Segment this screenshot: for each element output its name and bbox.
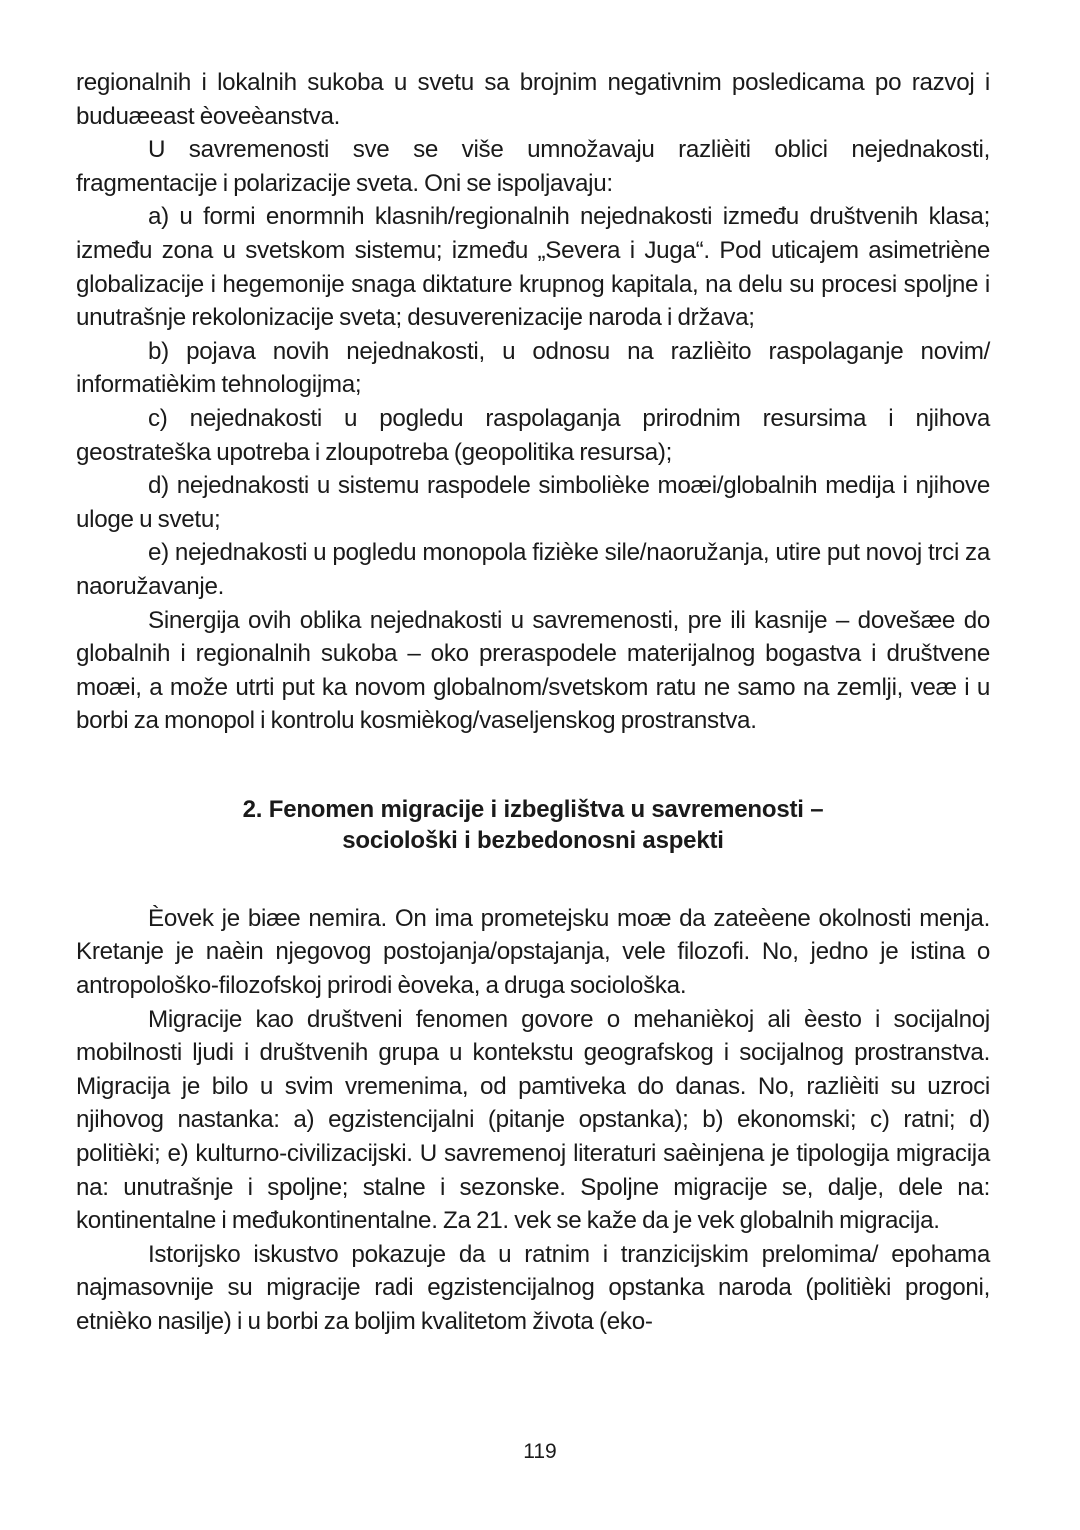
list-item-d: d) nejednakosti u sistemu raspodele simbolièke moæi/globalnih medija i njihove uloge u svetu;	[76, 472, 990, 533]
list-item-a: a) u formi enormnih klasnih/regionalnih nejednakosti između društvenih klasa; između zona u svetskom sistemu; između „Severa i Juga“. Pod uticajem asimetriène globalizacije i hegemonije snaga diktature krupnog kapitala, na delu su procesi spoljne i unutrašnje rekolonizacije sveta; desuverenizacije naroda i država;	[76, 203, 990, 332]
list-item-e: e) nejednakosti u pogledu monopola fizièke sile/naoružanja, utire put novoj trci za naoružavanje.	[76, 539, 990, 600]
section-heading-line-1: 2. Fenomen migracije i izbeglištva u savremenosti –	[242, 795, 824, 823]
section-heading-line-2: sociološki i bezbedonosni aspekti	[342, 826, 724, 854]
paragraph-historical-experience: Istorijsko iskustvo pokazuje da u ratnim i tranzicijskim prelomima/ epohama najmasovnije su migracije radi egzistencijalnog opstanka naroda (politièki progoni, etnièko nasilje) i u borbi za boljim kvalitetom života (eko-	[76, 1240, 990, 1335]
paragraph-migration-types: Migracije kao društveni fenomen govore o mehanièkoj ali èesto i socijalnoj mobilnosti ljudi i društvenih grupa u kontekstu geografskog i socijalnog prostranstva. Migracija je bilo u svim vremenima, od pamtiveka do danas. No, razlièiti su uzroci njihovog nastanka: a) egzistencijalni (pitanje opstanka); b) ekonomski; c) ratni; d) politièki; e) kulturno-civilizacijski. U savremenoj literaturi saèinjena je tipologija migracija na: unutrašnje i spoljne; stalne i sezonske. Spoljne migracije se, dalje, dele na: kontinentalne i međukontinentalne. Za 21. vek se kaže da je vek globalnih migracija.	[76, 1005, 990, 1235]
paragraph-synergy: Sinergija ovih oblika nejednakosti u savremenosti, pre ili kasnije – dovešæe do globalnih i regionalnih sukoba – oko preraspodele materijalnog bogastva i društvene moæi, a može utrti put ka novom globalnom/svetskom ratu ne samo na zemlji, veæ i u borbi za monopol i kontrolu kosmièkog/vaseljenskog prostranstva.	[76, 606, 990, 735]
page-number: 119	[523, 1440, 557, 1463]
section-heading	[76, 794, 990, 856]
paragraph-human-restless: Èovek je biæe nemira. On ima prometejsku moæ da zateèene okolnosti menja. Kretanje je naèin njegovog postojanja/opstajanja, vele filozofi. No, jedno je istina o antropološko-filozofskoj prirodi èoveka, a druga sociološka.	[76, 904, 990, 1000]
list-item-c: c) nejednakosti u pogledu raspolaganja prirodnim resursima i njihova geostrateška upotreba i zloupotreba (geopolitika resursa);	[76, 404, 990, 466]
paragraph-continued: regionalnih i lokalnih sukoba u svetu sa brojnim negativnim posledicama po razvoj i buduæeast èoveèanstva.	[76, 69, 990, 130]
list-item-b: b) pojava novih nejednakosti, u odnosu na razlièito raspolaganje novim/ informatièkim tehnologijma;	[76, 337, 990, 399]
paragraph-inequality-intro: U savremenosti sve se više umnožavaju razlièiti oblici nejednakosti, fragmentacije i polarizacije sveta. Oni se ispoljavaju:	[76, 136, 990, 197]
